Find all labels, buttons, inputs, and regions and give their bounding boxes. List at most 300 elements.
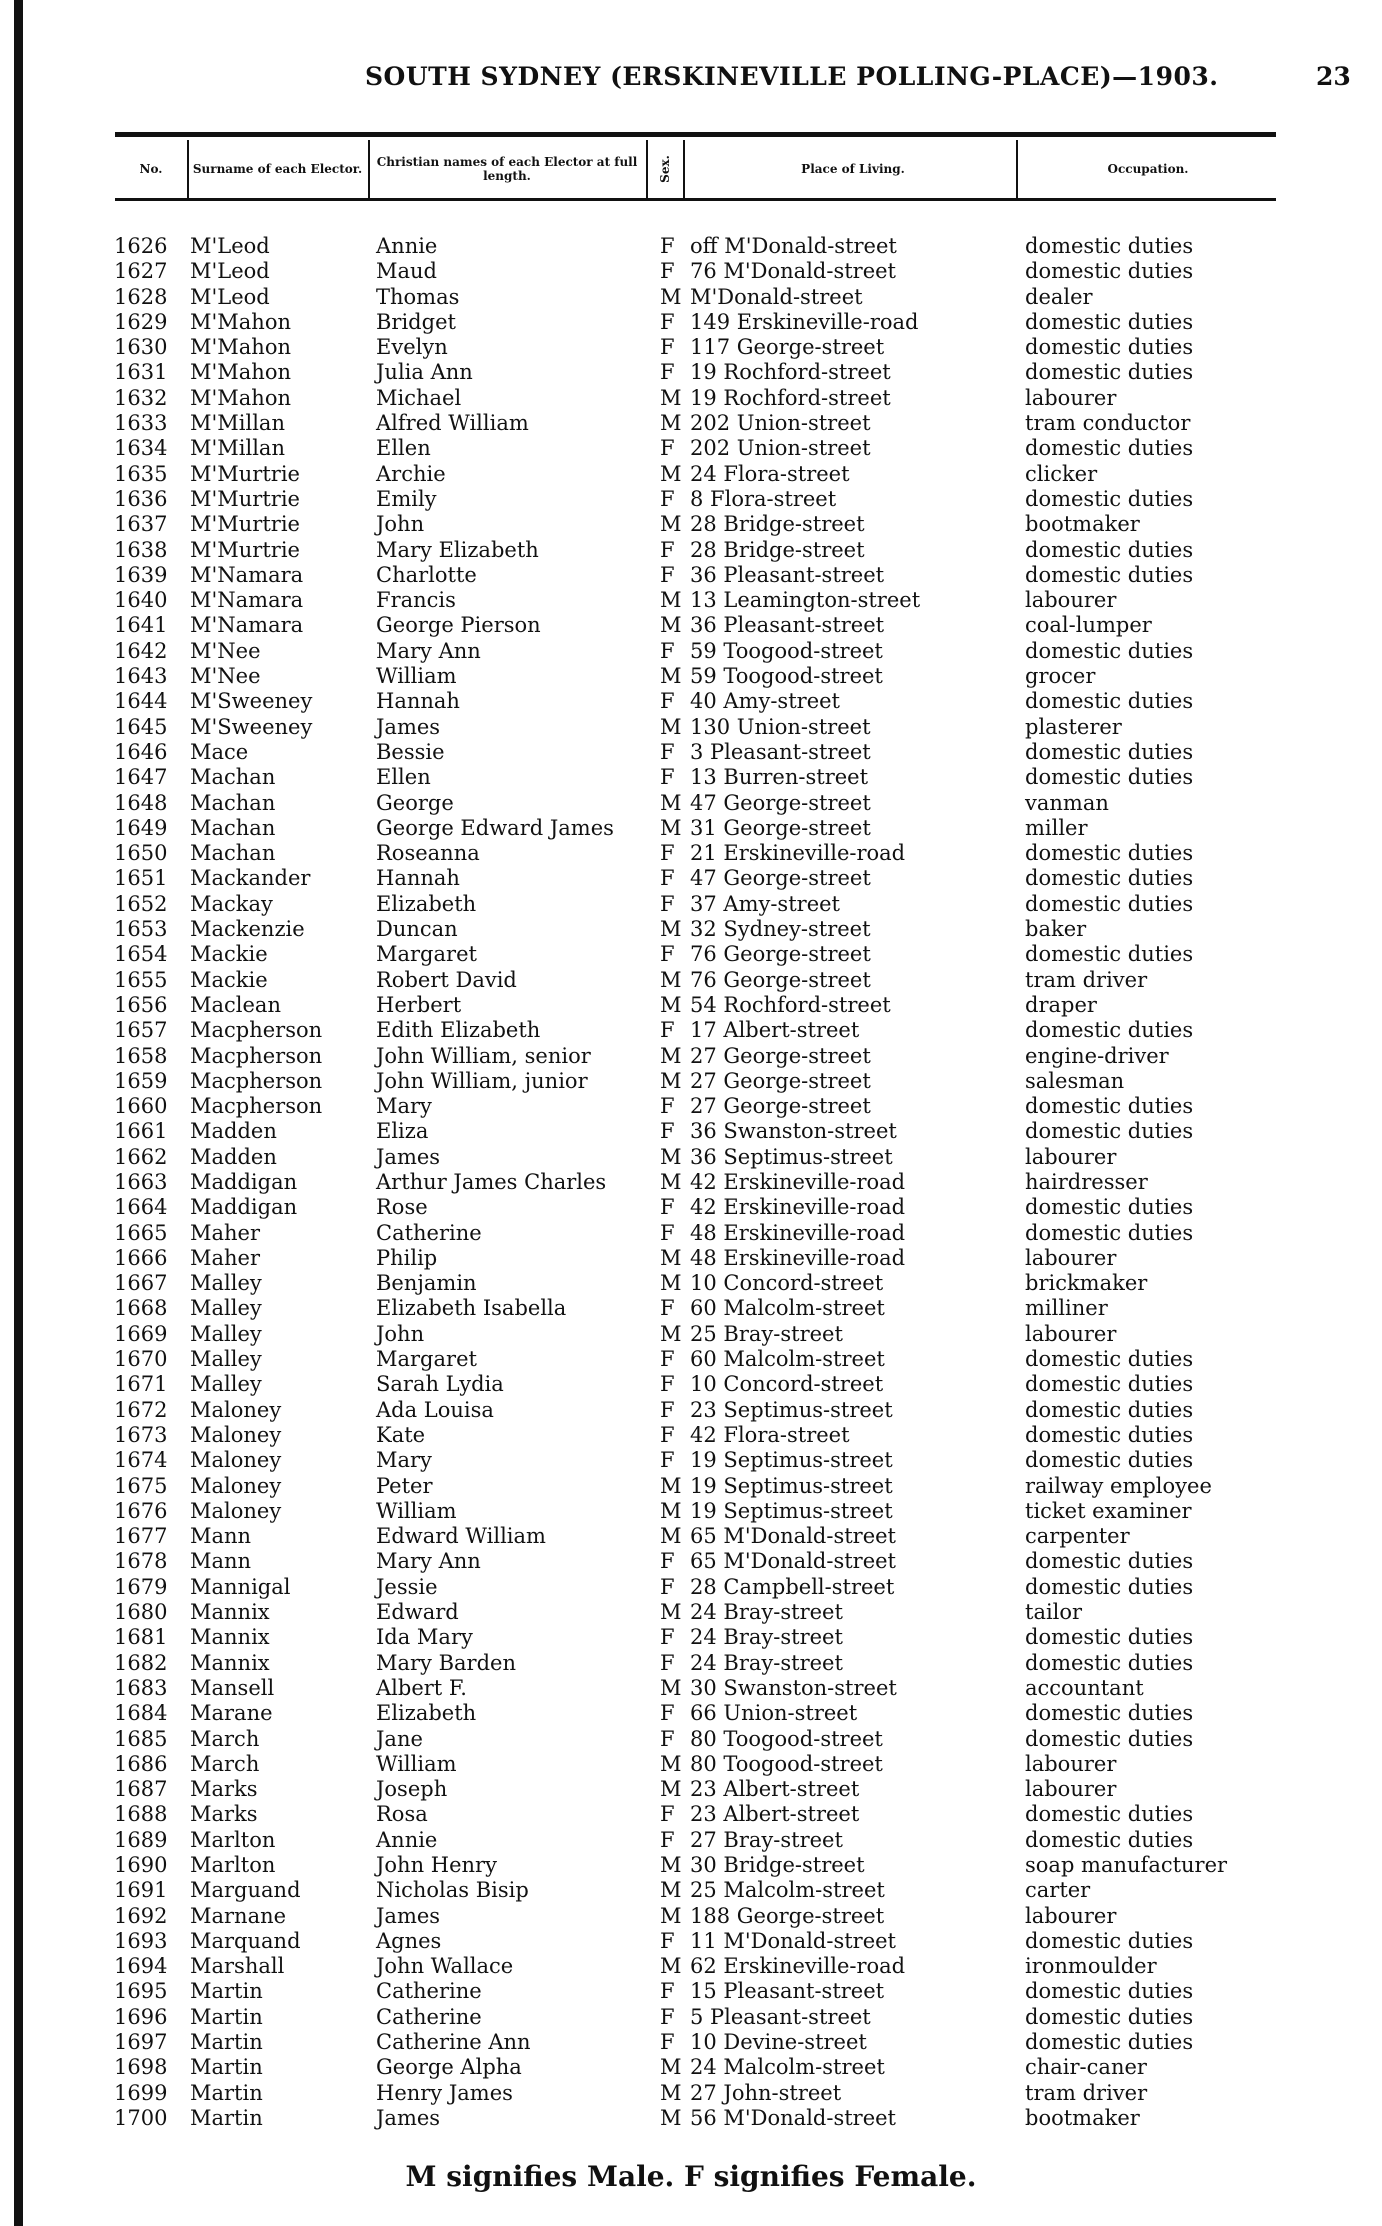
elector-christian-names: Rose [376,1195,428,1220]
elector-surname: Macpherson [190,1018,323,1043]
elector-place-of-living: 11 M'Donald-street [690,1928,897,1953]
column-header-occupation: Occupation. [1107,162,1189,176]
table-row [0,335,1382,360]
elector-occupation: domestic duties [1025,537,1194,562]
table-row [0,639,1382,664]
elector-number: 1677 [114,1524,168,1549]
elector-sex: M [660,664,682,689]
elector-place-of-living: 10 Concord-street [690,1271,884,1296]
elector-occupation: labourer [1025,1321,1117,1346]
table-row [0,462,1382,487]
elector-surname: Madden [190,1119,277,1144]
elector-christian-names: George [376,790,454,815]
column-header-place: Place of Living. [801,162,905,176]
elector-christian-names: Kate [376,1422,426,1447]
elector-sex: F [660,259,675,284]
elector-sex: F [660,1928,675,1953]
elector-surname: Maloney [190,1498,282,1523]
elector-number: 1648 [114,790,168,815]
elector-sex: M [660,1777,682,1802]
elector-sex: F [660,1549,675,1574]
table-row [0,1094,1382,1119]
elector-sex: F [660,1094,675,1119]
table-row [0,2005,1382,2030]
elector-surname: Malley [190,1347,262,1372]
table-row [0,386,1382,411]
elector-occupation: domestic duties [1025,1574,1194,1599]
elector-place-of-living: 56 M'Donald-street [690,2105,897,2130]
elector-place-of-living: 27 George-street [690,1043,871,1068]
elector-number: 1639 [114,562,168,587]
elector-christian-names: George Alpha [376,2055,522,2080]
elector-occupation: domestic duties [1025,866,1194,891]
elector-surname: M'Murtrie [190,461,300,486]
elector-christian-names: Roseanna [376,841,480,866]
elector-christian-names: Elizabeth Isabella [376,1296,567,1321]
elector-christian-names: Thomas [376,284,460,309]
table-row [0,1878,1382,1903]
elector-place-of-living: 21 Erskineville-road [690,841,906,866]
elector-occupation: domestic duties [1025,2004,1194,2029]
table-row [0,1701,1382,1726]
elector-occupation: domestic duties [1025,1397,1194,1422]
table-row [0,588,1382,613]
elector-christian-names: Jane [376,1726,423,1751]
elector-sex: M [660,1954,682,1979]
elector-place-of-living: 60 Malcolm-street [690,1296,885,1321]
elector-occupation: domestic duties [1025,1979,1194,2004]
elector-sex: F [660,689,675,714]
elector-number: 1700 [114,2105,168,2130]
elector-number: 1675 [114,1473,168,1498]
elector-number: 1680 [114,1600,168,1625]
elector-number: 1699 [114,2080,168,2105]
table-row [0,1929,1382,1954]
elector-sex: F [660,841,675,866]
elector-place-of-living: 10 Devine-street [690,2030,867,2055]
table-row [0,664,1382,689]
elector-christian-names: Annie [376,234,438,258]
elector-christian-names: Julia Ann [376,360,473,385]
elector-occupation: domestic duties [1025,841,1194,866]
elector-sex: M [660,917,682,942]
elector-place-of-living: 23 Septimus-street [690,1397,893,1422]
elector-number: 1693 [114,1928,168,1953]
elector-sex: F [660,1827,675,1852]
elector-number: 1656 [114,992,168,1017]
elector-number: 1666 [114,1245,168,1270]
elector-occupation: tram driver [1025,967,1148,992]
elector-surname: Marlton [190,1853,276,1877]
table-row [0,538,1382,563]
column-divider [368,140,370,198]
elector-number: 1632 [114,385,168,410]
elector-number: 1638 [114,537,168,562]
elector-sex: M [660,815,682,840]
elector-sex: M [660,385,682,410]
elector-number: 1635 [114,461,168,486]
elector-place-of-living: 24 Bray-street [690,1625,843,1650]
elector-occupation: domestic duties [1025,1195,1194,1220]
elector-occupation: coal-lumper [1025,613,1152,638]
elector-surname: Madden [190,1144,277,1169]
elector-number: 1698 [114,2055,168,2080]
elector-place-of-living: 28 Campbell-street [690,1574,895,1599]
elector-occupation: labourer [1025,1903,1117,1928]
elector-surname: Marquand [190,1928,301,1953]
elector-sex: F [660,1979,675,2004]
elector-christian-names: Mary Ann [376,638,481,663]
table-row [0,2030,1382,2055]
elector-number: 1684 [114,1701,168,1726]
elector-occupation: domestic duties [1025,259,1194,284]
table-row [0,1474,1382,1499]
elector-occupation: domestic duties [1025,360,1194,385]
elector-number: 1661 [114,1119,168,1144]
elector-place-of-living: 23 Albert-street [690,1802,860,1827]
elector-place-of-living: 62 Erskineville-road [690,1954,906,1979]
elector-occupation: engine-driver [1025,1043,1169,1068]
elector-occupation: domestic duties [1025,1549,1194,1574]
elector-christian-names: Nicholas Bisip [376,1878,529,1903]
elector-christian-names: Michael [376,385,462,410]
elector-number: 1689 [114,1827,168,1852]
elector-occupation: tram conductor [1025,411,1191,436]
elector-christian-names: George Edward James [376,815,614,840]
table-row [0,1904,1382,1929]
elector-surname: Martin [190,2004,263,2029]
table-row [0,1170,1382,1195]
elector-place-of-living: 30 Bridge-street [690,1853,865,1877]
elector-sex: M [660,992,682,1017]
elector-number: 1641 [114,613,168,638]
elector-surname: Mansell [190,1675,275,1700]
elector-sex: F [660,1726,675,1751]
elector-place-of-living: 149 Erskineville-road [690,309,919,334]
elector-place-of-living: 30 Swanston-street [690,1675,897,1700]
elector-christian-names: Mary [376,1094,432,1119]
elector-place-of-living: 66 Union-street [690,1701,858,1726]
elector-number: 1664 [114,1195,168,1220]
column-divider [646,140,648,198]
elector-christian-names: Annie [376,1827,438,1852]
elector-sex: M [660,1903,682,1928]
elector-place-of-living: 3 Pleasant-street [690,739,871,764]
elector-number: 1688 [114,1802,168,1827]
table-row [0,234,1382,259]
elector-surname: M'Namara [190,562,304,587]
elector-surname: Maddigan [190,1169,298,1194]
elector-christian-names: Ellen [376,436,431,461]
elector-surname: M'Namara [190,613,304,638]
elector-surname: Martin [190,1979,263,2004]
elector-christian-names: Ada Louisa [376,1397,494,1422]
elector-place-of-living: 19 Septimus-street [690,1473,893,1498]
elector-christian-names: James [376,1144,441,1169]
elector-sex: F [660,436,675,461]
header-bottom-rule [115,198,1276,201]
elector-occupation: vanman [1025,790,1109,815]
elector-occupation: labourer [1025,588,1117,613]
elector-christian-names: Edward William [376,1524,546,1549]
elector-sex: F [660,335,675,360]
elector-place-of-living: 24 Bray-street [690,1600,843,1625]
elector-number: 1640 [114,588,168,613]
elector-surname: Maloney [190,1397,282,1422]
elector-place-of-living: 76 George-street [690,967,871,992]
elector-christian-names: Elizabeth [376,891,477,916]
elector-surname: Mackie [190,942,268,967]
elector-surname: M'Millan [190,436,285,461]
elector-number: 1662 [114,1144,168,1169]
elector-surname: Marguand [190,1878,301,1903]
table-row [0,1954,1382,1979]
elector-sex: F [660,866,675,891]
elector-number: 1667 [114,1271,168,1296]
elector-number: 1651 [114,866,168,891]
elector-place-of-living: 202 Union-street [690,436,871,461]
elector-place-of-living: 36 Pleasant-street [690,613,885,638]
table-row [0,740,1382,765]
elector-place-of-living: 24 Malcolm-street [690,2055,885,2080]
elector-number: 1686 [114,1751,168,1776]
elector-occupation: domestic duties [1025,1422,1194,1447]
table-row [0,1676,1382,1701]
elector-place-of-living: 27 Bray-street [690,1827,843,1852]
elector-occupation: domestic duties [1025,1701,1194,1726]
elector-sex: M [660,1144,682,1169]
elector-occupation: chair-caner [1025,2055,1147,2080]
elector-number: 1650 [114,841,168,866]
elector-occupation: tram driver [1025,2080,1148,2105]
elector-occupation: salesman [1025,1068,1125,1093]
table-row [0,1651,1382,1676]
elector-surname: Marks [190,1777,258,1802]
elector-sex: M [660,1853,682,1877]
elector-place-of-living: 36 Septimus-street [690,1144,893,1169]
elector-number: 1682 [114,1650,168,1675]
elector-place-of-living: 42 Flora-street [690,1422,850,1447]
table-row [0,613,1382,638]
table-row [0,993,1382,1018]
elector-surname: Macpherson [190,1068,323,1093]
table-row [0,1499,1382,1524]
elector-sex: M [660,1524,682,1549]
elector-place-of-living: 8 Flora-street [690,486,837,511]
elector-sex: F [660,1650,675,1675]
table-row [0,765,1382,790]
elector-surname: Maher [190,1220,261,1245]
table-row [0,1119,1382,1144]
elector-surname: Machan [190,790,276,815]
table-row [0,1979,1382,2004]
elector-place-of-living: 10 Concord-street [690,1372,884,1397]
elector-number: 1694 [114,1954,168,1979]
elector-christian-names: John William, junior [376,1068,588,1093]
elector-christian-names: John Henry [376,1853,497,1877]
elector-number: 1636 [114,486,168,511]
elector-surname: Mannigal [190,1574,291,1599]
table-row [0,968,1382,993]
elector-place-of-living: 25 Bray-street [690,1321,843,1346]
elector-number: 1696 [114,2004,168,2029]
elector-surname: Maloney [190,1473,282,1498]
elector-surname: Mann [190,1549,252,1574]
elector-occupation: domestic duties [1025,891,1194,916]
elector-surname: Mann [190,1524,252,1549]
table-row [0,1549,1382,1574]
elector-occupation: domestic duties [1025,1347,1194,1372]
elector-surname: Macpherson [190,1043,323,1068]
column-header-sex-label: Sex. [657,155,672,183]
elector-surname: Martin [190,2080,263,2105]
table-row [0,2106,1382,2131]
elector-surname: Maher [190,1245,261,1270]
elector-occupation: domestic duties [1025,1625,1194,1650]
table-row [0,1195,1382,1220]
elector-number: 1649 [114,815,168,840]
elector-occupation: domestic duties [1025,1650,1194,1675]
elector-christian-names: Joseph [376,1777,448,1802]
elector-sex: M [660,2105,682,2130]
elector-occupation: ticket examiner [1025,1498,1192,1523]
elector-place-of-living: 188 George-street [690,1903,885,1928]
column-header-number: No. [139,162,163,176]
elector-place-of-living: 36 Pleasant-street [690,562,885,587]
elector-number: 1659 [114,1068,168,1093]
elector-christian-names: Mary Ann [376,1549,481,1574]
elector-surname: M'Sweeney [190,689,313,714]
elector-number: 1653 [114,917,168,942]
elector-surname: M'Nee [190,664,261,689]
elector-number: 1663 [114,1169,168,1194]
elector-number: 1697 [114,2030,168,2055]
elector-sex: F [660,1422,675,1447]
elector-place-of-living: 37 Amy-street [690,891,840,916]
elector-surname: Malley [190,1372,262,1397]
table-row [0,310,1382,335]
elector-place-of-living: 65 M'Donald-street [690,1549,897,1574]
elector-surname: Marks [190,1802,258,1827]
elector-place-of-living: 28 Bridge-street [690,512,865,537]
table-row [0,1448,1382,1473]
elector-occupation: clicker [1025,461,1098,486]
table-row [0,892,1382,917]
elector-surname: Maloney [190,1448,282,1473]
table-row [0,1271,1382,1296]
elector-surname: Macpherson [190,1094,323,1119]
elector-place-of-living: 27 George-street [690,1094,871,1119]
elector-christian-names: George Pierson [376,613,541,638]
table-row [0,1524,1382,1549]
elector-christian-names: Herbert [376,992,462,1017]
elector-surname: Machan [190,765,276,790]
elector-sex: M [660,1043,682,1068]
elector-sex: M [660,1473,682,1498]
elector-place-of-living: 80 Toogood-street [690,1726,883,1751]
elector-sex: M [660,588,682,613]
elector-occupation: labourer [1025,1777,1117,1802]
elector-sex: M [660,411,682,436]
elector-christian-names: Mary Elizabeth [376,537,539,562]
elector-sex: F [660,1119,675,1144]
elector-number: 1683 [114,1675,168,1700]
elector-place-of-living: 13 Burren-street [690,765,869,790]
table-row [0,563,1382,588]
elector-place-of-living: 76 George-street [690,942,871,967]
elector-occupation: labourer [1025,385,1117,410]
column-header-christian-names: Christian names of each Elector at full length. [376,155,638,183]
table-row [0,2081,1382,2106]
elector-place-of-living: 48 Erskineville-road [690,1245,906,1270]
elector-number: 1642 [114,638,168,663]
table-row [0,1296,1382,1321]
elector-surname: Mackay [190,891,273,916]
elector-sex: M [660,1169,682,1194]
elector-place-of-living: 42 Erskineville-road [690,1169,906,1194]
elector-surname: M'Mahon [190,309,291,334]
elector-christian-names: Bridget [376,309,456,334]
elector-surname: M'Murtrie [190,537,300,562]
elector-surname: M'Namara [190,588,304,613]
elector-sex: F [660,1296,675,1321]
elector-surname: M'Mahon [190,385,291,410]
elector-christian-names: Agnes [376,1928,442,1953]
elector-number: 1629 [114,309,168,334]
elector-number: 1690 [114,1853,168,1877]
table-row [0,1018,1382,1043]
elector-occupation: domestic duties [1025,739,1194,764]
elector-place-of-living: 117 George-street [690,335,885,360]
elector-place-of-living: 80 Toogood-street [690,1751,883,1776]
elector-number: 1655 [114,967,168,992]
elector-surname: Maclean [190,992,281,1017]
elector-place-of-living: 27 George-street [690,1068,871,1093]
elector-surname: M'Leod [190,234,270,258]
table-row [0,1322,1382,1347]
elector-occupation: ironmoulder [1025,1954,1157,1979]
elector-surname: Martin [190,2030,263,2055]
elector-sex: F [660,2030,675,2055]
elector-occupation: domestic duties [1025,562,1194,587]
elector-christian-names: Edith Elizabeth [376,1018,541,1043]
elector-place-of-living: off M'Donald-street [690,234,897,258]
elector-sex: M [660,512,682,537]
elector-sex: F [660,1397,675,1422]
elector-number: 1660 [114,1094,168,1119]
elector-christian-names: John William, senior [376,1043,591,1068]
elector-place-of-living: 24 Bray-street [690,1650,843,1675]
elector-number: 1652 [114,891,168,916]
table-row [0,1828,1382,1853]
elector-occupation: tailor [1025,1600,1083,1625]
elector-surname: Malley [190,1271,262,1296]
elector-surname: Mannix [190,1625,270,1650]
elector-occupation: labourer [1025,1144,1117,1169]
elector-christian-names: Duncan [376,917,458,942]
sex-legend: M signifies Male. F signifies Female. [405,2160,977,2193]
elector-occupation: baker [1025,917,1087,942]
column-header-sex [650,140,680,198]
elector-christian-names: Peter [376,1473,433,1498]
elector-place-of-living: 23 Albert-street [690,1777,860,1802]
elector-number: 1628 [114,284,168,309]
elector-place-of-living: 5 Pleasant-street [690,2004,871,2029]
elector-occupation: soap manufacturer [1025,1853,1228,1877]
table-row [0,1625,1382,1650]
elector-surname: M'Nee [190,638,261,663]
elector-christian-names: Ida Mary [376,1625,473,1650]
